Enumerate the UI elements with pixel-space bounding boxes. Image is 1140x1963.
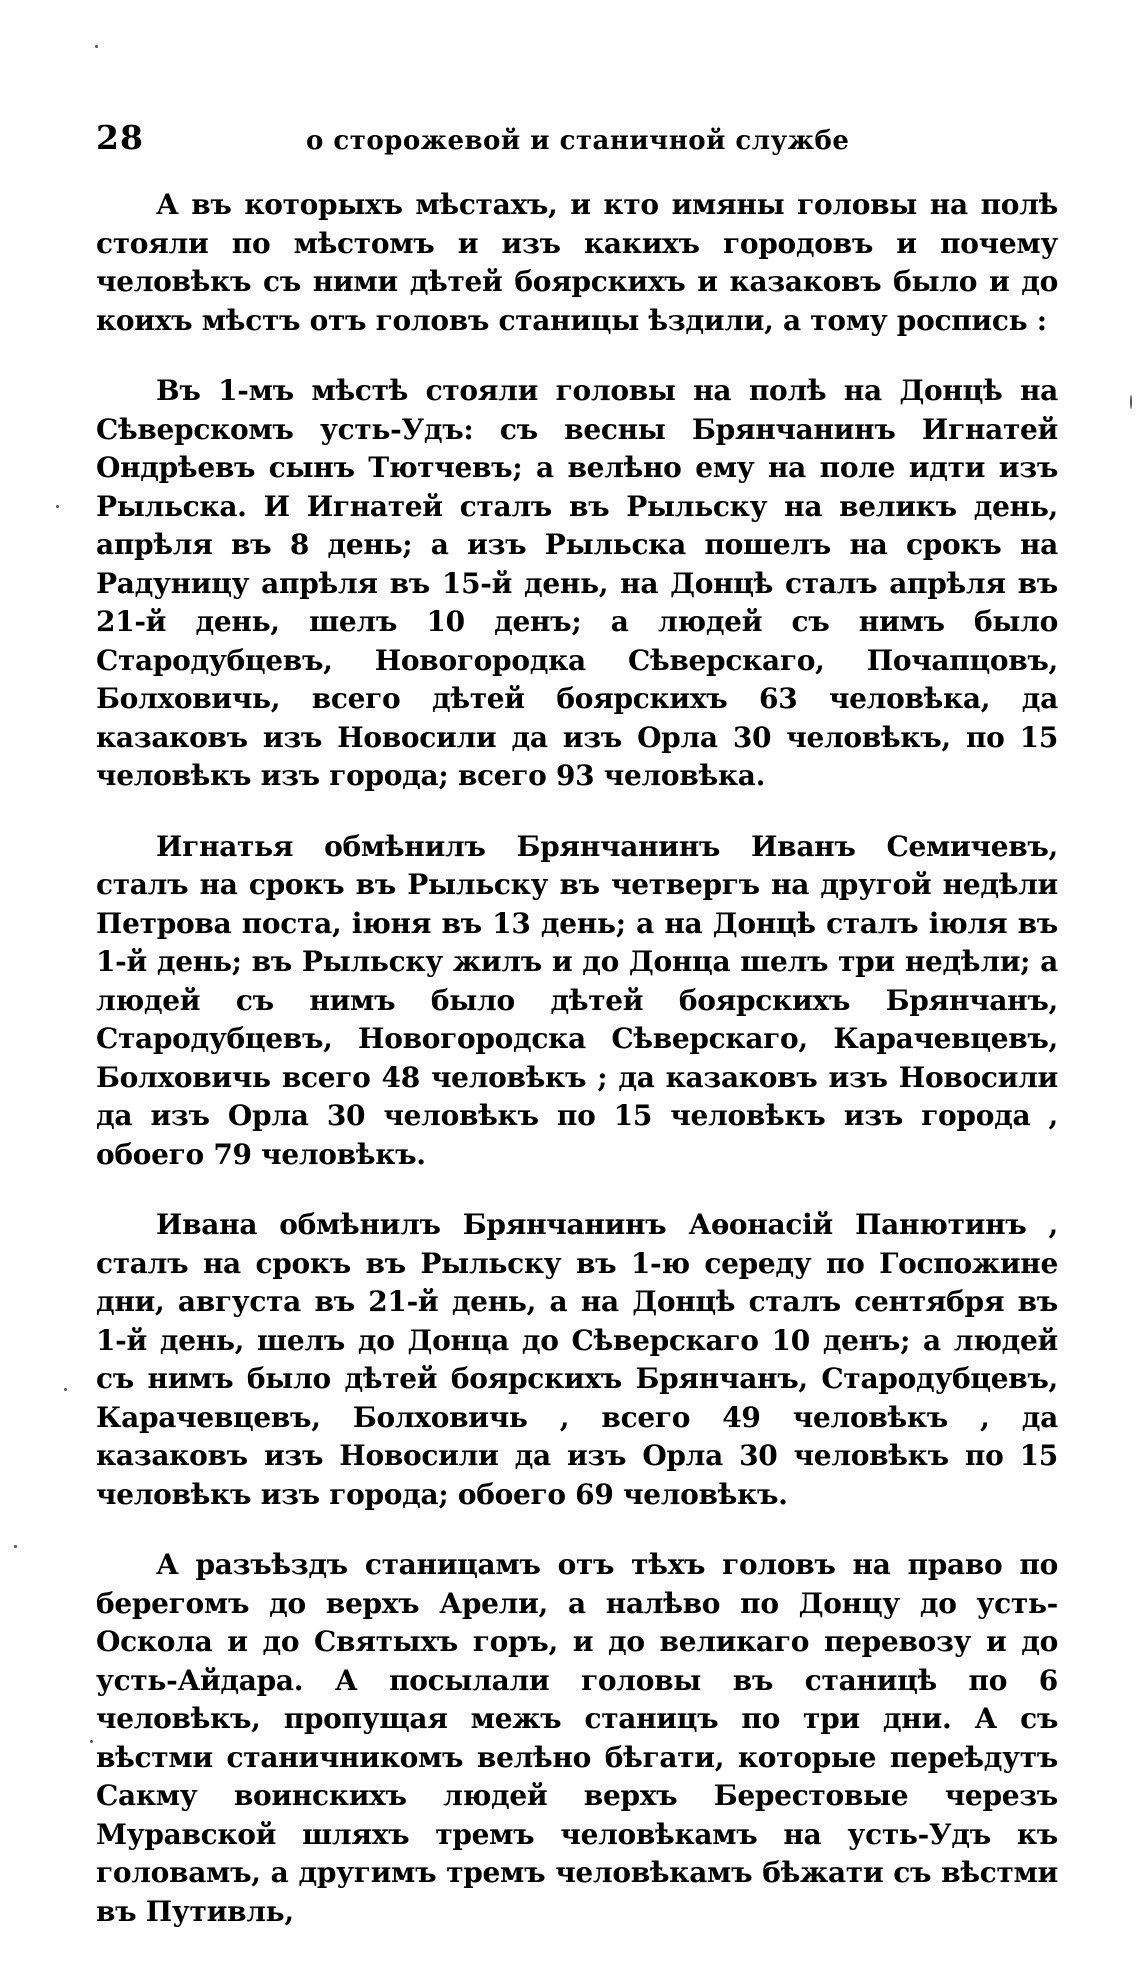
paper-speck xyxy=(56,505,59,508)
paragraph-first-post: Въ 1-мъ мѣстѣ стояли головы на полѣ на Донцѣ на Сѣверскомъ усть-Удъ: съ весны Брянчанинъ Игнатей Ондрѣевъ сынъ Тютчевъ; а велѣно ему на поле идти изъ Рыльска. И Игнатей сталъ въ Рыльску на великъ день, апрѣля въ 8 день; а изъ Рыльска пошелъ на срокъ на Радуницу апрѣля въ 15-й день, на Донцѣ сталъ апрѣля въ 21-й день, шелъ 10 денъ; а людей съ нимъ было Стародубцевъ, Новогородка Сѣверскаго, Почапцовъ, Болховичь, всего дѣтей боярскихъ 63 человѣка, да казаковъ изъ Новосили да изъ Орла 30 человѣкъ, по 15 человѣкъ изъ города; всего 93 человѣка. xyxy=(96,374,1058,792)
page-number: 28 xyxy=(96,118,144,157)
paragraph-ignatey-relief: Игнатья обмѣнилъ Брянчанинъ Иванъ Семичевъ, сталъ на срокъ въ Рыльску въ четвергъ на другой недѣли Петрова поста, іюня въ 13 день; а на Донцѣ сталъ іюля въ 1-й день; въ Рыльску жилъ и до Донца шелъ три недѣли; а людей съ нимъ было дѣтей боярскихъ Брянчанъ, Стародубцевъ, Новогородска Сѣверскаго, Карачевцевъ, Болховичь всего 48 человѣкъ ; да казаковъ изъ Новосили да изъ Орла 30 человѣкъ по 15 человѣкъ изъ города , обоего 79 человѣкъ. xyxy=(96,829,1058,1171)
running-head xyxy=(96,118,1056,168)
paper-speck xyxy=(64,1388,67,1391)
paper-speck xyxy=(95,45,98,48)
paragraph-patrols: А разъѣздъ станицамъ отъ тѣхъ головъ на право по берегомъ до верхъ Арели, а налѣво по Донцу до усть-Оскола и до Святыхъ горъ, и до великаго перевозу и до усть-Айдара. А посылали головы въ станицѣ по 6 человѣкъ, пропущая межъ станицъ по три дни. А съ вѣстми станичникомъ велѣно бѣгати, которые переѣдутъ Сакму воинскихъ людей верхъ Берестовые черезъ Муравской шляхъ тремъ человѣкамъ на усть-Удъ къ головамъ, а другимъ тремъ человѣкамъ бѣжати съ вѣстми въ Путивль, xyxy=(96,1548,1058,1928)
paper-speck xyxy=(1130,395,1132,409)
paper-speck xyxy=(14,1545,17,1548)
running-title: о сторожевой и станичной службе xyxy=(306,126,850,156)
paper-speck xyxy=(90,1740,93,1743)
paragraph-intro: А въ которыхъ мѣстахъ, и кто имяны головы на полѣ стояли по мѣстомъ и изъ какихъ городовъ и почему человѣкъ съ ними дѣтей боярскихъ и казаковъ было и до коихъ мѣстъ отъ головъ станицы ѣздили, а тому роспись : xyxy=(96,188,1058,337)
body-text xyxy=(96,186,1058,1963)
paragraph-ivan-relief: Ивана обмѣнилъ Брянчанинъ Аѳонасій Панютинъ , сталъ на срокъ въ Рыльску въ 1-ю середу по Госпожине дни, августа въ 21-й день, а на Донцѣ сталъ сентября въ 1-й день, шелъ до Донца до Сѣверскаго 10 денъ; а людей съ нимъ было дѣтей боярскихъ Брянчанъ, Стародубцевъ, Карачевцевъ, Болховичь , всего 49 человѣкъ , да казаковъ изъ Новосили да изъ Орла 30 человѣкъ по 15 человѣкъ изъ города; обоего 69 человѣкъ. xyxy=(96,1208,1058,1511)
